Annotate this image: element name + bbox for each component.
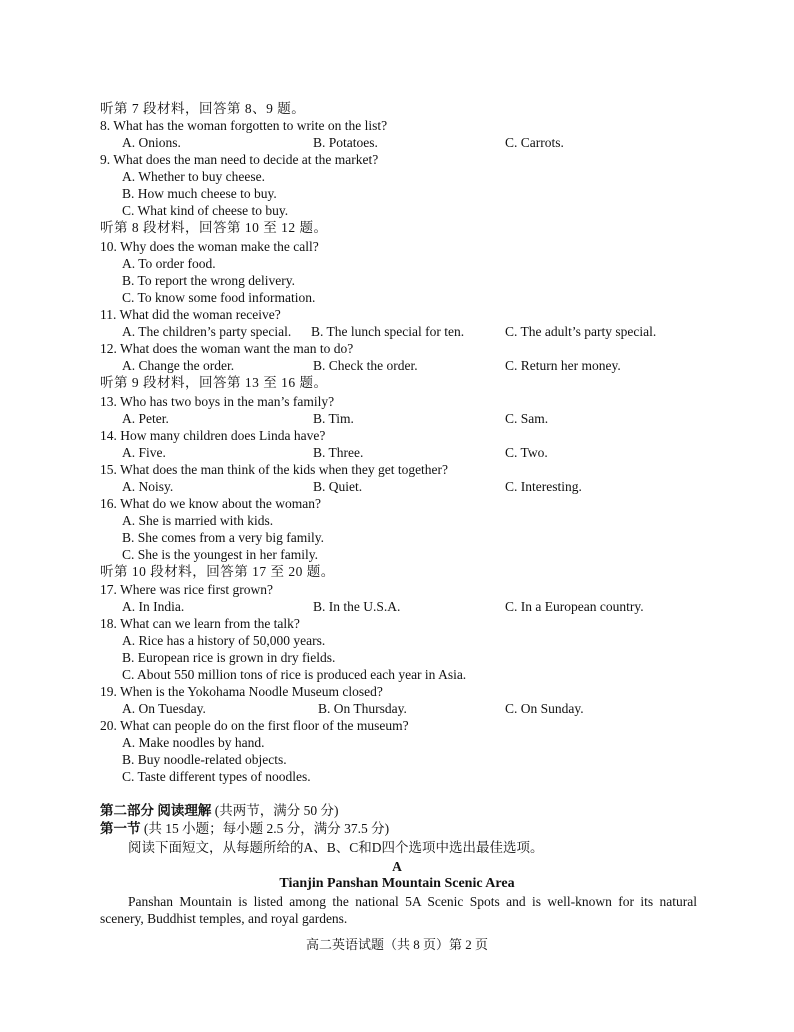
q10-option-a: A. To order food. — [122, 256, 216, 271]
q16-option-c: C. She is the youngest in her family. — [122, 547, 318, 562]
q12-option-c: C. Return her money. — [505, 358, 621, 373]
q20-option-a: A. Make noodles by hand. — [122, 735, 265, 750]
part-two-detail: (共两节，满分 50 分) — [214, 803, 339, 818]
question-11: 11. What did the woman receive? — [100, 307, 281, 322]
passage-title: Tianjin Panshan Mountain Scenic Area — [279, 876, 515, 891]
q19-option-b: B. On Thursday. — [318, 701, 407, 716]
q14-option-b: B. Three. — [313, 445, 364, 460]
question-17: 17. Where was rice first grown? — [100, 582, 273, 597]
q13-option-b: B. Tim. — [313, 411, 354, 426]
section-one-detail: (共 15 小题；每小题 2.5 分，满分 37.5 分) — [143, 821, 390, 836]
q17-option-a: A. In India. — [122, 599, 185, 614]
q17-option-c: C. In a European country. — [505, 599, 644, 614]
q20-option-b: B. Buy noodle-related objects. — [122, 752, 287, 767]
q20-option-c: C. Taste different types of noodles. — [122, 769, 311, 784]
q18-option-a: A. Rice has a history of 50,000 years. — [122, 633, 326, 648]
question-10: 10. Why does the woman make the call? — [100, 239, 319, 254]
q12-option-a: A. Change the order. — [122, 358, 235, 373]
q11-option-b: B. The lunch special for ten. — [311, 324, 465, 339]
q16-option-b: B. She comes from a very big family. — [122, 530, 324, 545]
q9-option-c: C. What kind of cheese to buy. — [122, 203, 289, 218]
q13-option-c: C. Sam. — [505, 411, 549, 426]
q11-option-c: C. The adult’s party special. — [505, 324, 657, 339]
passage-paragraph: Panshan Mountain is listed among the national 5A Scenic Spots and is well-known for its natural scenery, Buddhist temples, and royal gardens. — [100, 894, 697, 926]
q15-option-b: B. Quiet. — [313, 479, 363, 494]
question-20: 20. What can people do on the first floor of the museum? — [100, 718, 409, 733]
section-heading-7: 听第 7 段材料，回答第 8、9 题。 — [100, 101, 306, 116]
q8-option-b: B. Potatoes. — [313, 135, 378, 150]
q8-option-c: C. Carrots. — [505, 135, 564, 150]
question-15: 15. What does the man think of the kids when they get together? — [100, 462, 449, 477]
q15-option-a: A. Noisy. — [122, 479, 174, 494]
part-two-title: 第二部分 阅读理解 — [100, 803, 212, 818]
question-9: 9. What does the man need to decide at the market? — [100, 152, 379, 167]
question-16: 16. What do we know about the woman? — [100, 496, 321, 511]
q10-option-b: B. To report the wrong delivery. — [122, 273, 296, 288]
q9-option-a: A. Whether to buy cheese. — [122, 169, 265, 184]
reading-instruction: 阅读下面短文，从每题所给的A、B、C和D四个选项中选出最佳选项。 — [128, 840, 544, 855]
q10-option-c: C. To know some food information. — [122, 290, 316, 305]
q18-option-c: C. About 550 million tons of rice is produced each year in Asia. — [122, 667, 467, 682]
section-heading-10: 听第 10 段材料，回答第 17 至 20 题。 — [100, 564, 335, 579]
q9-option-b: B. How much cheese to buy. — [122, 186, 277, 201]
q11-option-a: A. The children’s party special. — [122, 324, 292, 339]
page-footer: 高二英语试题（共 8 页）第 2 页 — [305, 937, 488, 952]
question-18: 18. What can we learn from the talk? — [100, 616, 300, 631]
question-14: 14. How many children does Linda have? — [100, 428, 326, 443]
section-one-heading — [100, 821, 389, 837]
q13-option-a: A. Peter. — [122, 411, 169, 426]
section-heading-8: 听第 8 段材料，回答第 10 至 12 题。 — [100, 220, 328, 235]
question-8: 8. What has the woman forgotten to write on the list? — [100, 118, 388, 133]
q12-option-b: B. Check the order. — [313, 358, 418, 373]
q8-option-a: A. Onions. — [122, 135, 181, 150]
question-12: 12. What does the woman want the man to do? — [100, 341, 354, 356]
q17-option-b: B. In the U.S.A. — [313, 599, 401, 614]
section-heading-9: 听第 9 段材料，回答第 13 至 16 题。 — [100, 375, 328, 390]
q19-option-a: A. On Tuesday. — [122, 701, 206, 716]
q14-option-c: C. Two. — [505, 445, 548, 460]
question-13: 13. Who has two boys in the man’s family? — [100, 394, 335, 409]
q14-option-a: A. Five. — [122, 445, 166, 460]
q15-option-c: C. Interesting. — [505, 479, 582, 494]
question-19: 19. When is the Yokohama Noodle Museum closed? — [100, 684, 383, 699]
passage-letter: A — [392, 859, 402, 874]
q16-option-a: A. She is married with kids. — [122, 513, 274, 528]
q18-option-b: B. European rice is grown in dry fields. — [122, 650, 336, 665]
section-one-title: 第一节 — [100, 821, 141, 836]
q19-option-c: C. On Sunday. — [505, 701, 584, 716]
part-two-heading — [100, 803, 339, 819]
